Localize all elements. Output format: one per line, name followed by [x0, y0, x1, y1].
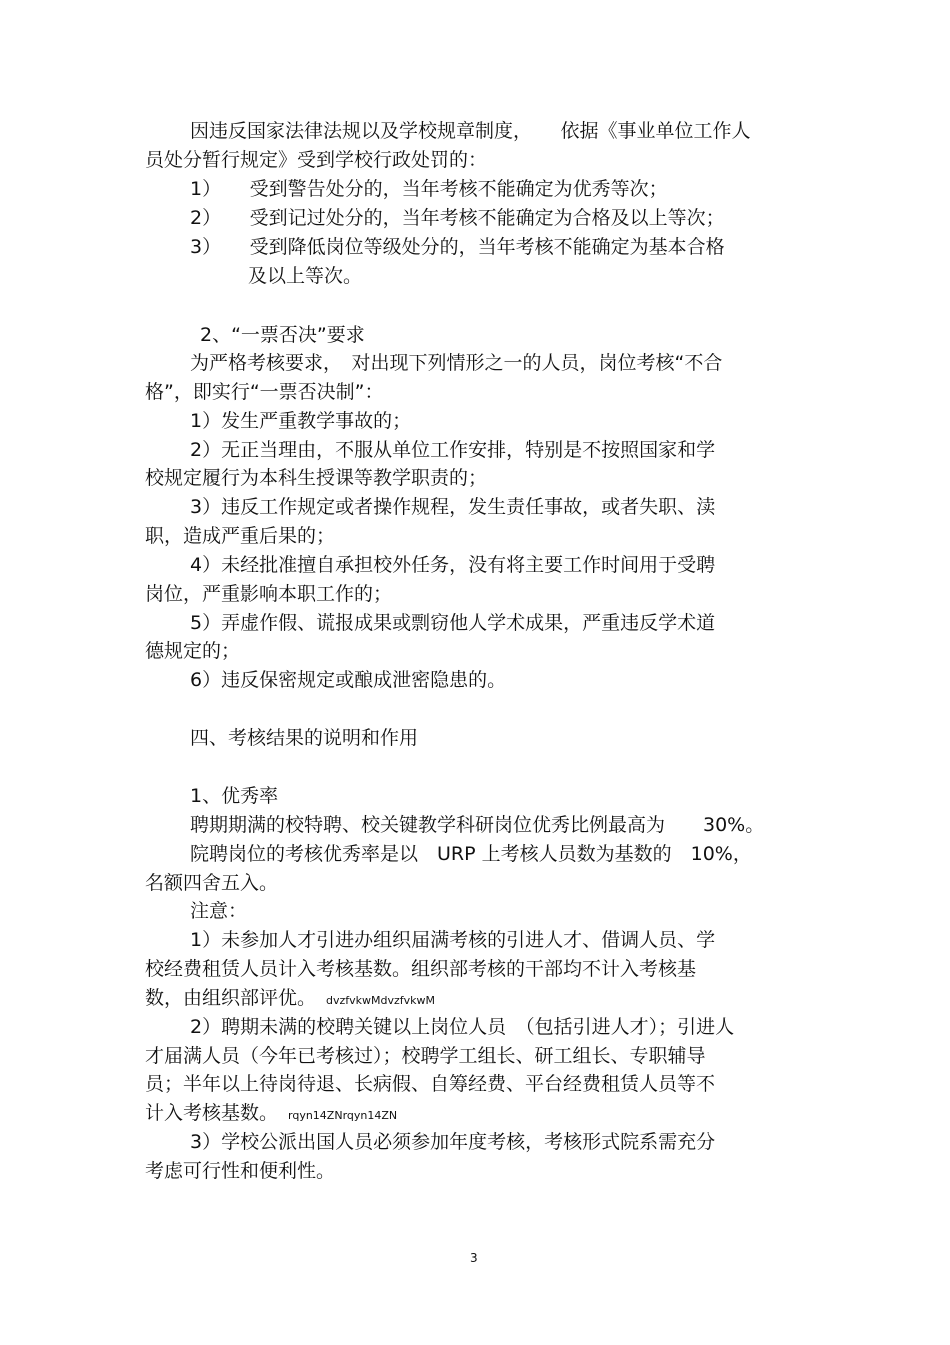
list-item: 3）学校公派出国人员必须参加年度考核，考核形式院系需充分 — [190, 1131, 716, 1153]
list-item: 2） 受到记过处分的，当年考核不能确定为合格及以上等次； — [190, 207, 725, 229]
watermark-text: rqyn14ZNrqyn14ZN — [288, 1109, 398, 1122]
text-line: 校规定履行为本科生授课等教学职责的； — [145, 467, 488, 489]
section-heading: 四、考核结果的说明和作用 — [190, 727, 419, 749]
text-line: 才届满人员（今年已考核过）；校聘学工组长、研工组长、专职辅导 — [145, 1045, 706, 1067]
list-item: 5）弄虚作假、谎报成果或剽窃他人学术成果，严重违反学术道 — [190, 612, 716, 634]
text-line: 名额四舍五入。 — [145, 872, 279, 894]
section-heading: 2、“一票否决”要求 — [200, 324, 365, 346]
text-line: 职，造成严重后果的； — [145, 525, 336, 547]
text-line: 校经费租赁人员计入考核基数。组织部考核的干部均不计入考核基 — [145, 958, 697, 980]
list-item: 1）未参加人才引进办组织届满考核的引进人才、借调人员、学 — [190, 929, 716, 951]
text-line: 员；半年以上待岗待退、长病假、自筹经费、平台经费租赁人员等不 — [145, 1073, 716, 1095]
list-item: 1） 受到警告处分的，当年考核不能确定为优秀等次； — [190, 178, 668, 200]
page-number: 3 — [470, 1251, 478, 1265]
list-item: 6）违反保密规定或酿成泄密隐患的。 — [190, 669, 507, 691]
text-line: 及以上等次。 — [248, 265, 363, 287]
list-item: 4）未经批准擅自承担校外任务，没有将主要工作时间用于受聘 — [190, 554, 716, 576]
text-line: 岗位，严重影响本职工作的； — [145, 583, 393, 605]
text-content: 计入考核基数。 — [145, 1102, 279, 1124]
list-item: 3）违反工作规定或者操作规程，发生责任事故，或者失职、渎 — [190, 496, 716, 518]
list-item: 3） 受到降低岗位等级处分的，当年考核不能确定为基本合格 — [190, 236, 725, 258]
list-item: 1）发生严重教学事故的； — [190, 410, 412, 432]
list-item: 2）聘期未满的校聘关键以上岗位人员 （包括引进人才）；引进人 — [190, 1016, 735, 1038]
text-line: 格”，即实行“一票否决制”： — [145, 381, 384, 403]
text-line: 考虑可行性和便利性。 — [145, 1160, 336, 1182]
text-line — [145, 1100, 397, 1129]
text-line: 因违反国家法律法规以及学校规章制度， 依据《事业单位工作人 — [190, 120, 751, 142]
text-line: 为严格考核要求， 对出现下列情形之一的人员，岗位考核“不合 — [190, 352, 723, 374]
list-item: 2）无正当理由，不服从单位工作安排，特别是不按照国家和学 — [190, 439, 716, 461]
text-content: 数，由组织部评优。 — [145, 987, 317, 1009]
text-line — [145, 985, 435, 1014]
text-line: 员处分暂行规定》受到学校行政处罚的： — [145, 149, 488, 171]
text-line: 德规定的； — [145, 640, 241, 662]
text-line: 注意： — [190, 900, 248, 922]
watermark-text: dvzfvkwMdvzfvkwM — [326, 994, 436, 1007]
subsection-heading: 1、优秀率 — [190, 785, 279, 807]
text-line: 聘期期满的校特聘、校关键教学科研岗位优秀比例最高为 30%。 — [190, 814, 765, 836]
text-line: 院聘岗位的考核优秀率是以 URP 上考核人员数为基数的 10%， — [190, 843, 752, 865]
